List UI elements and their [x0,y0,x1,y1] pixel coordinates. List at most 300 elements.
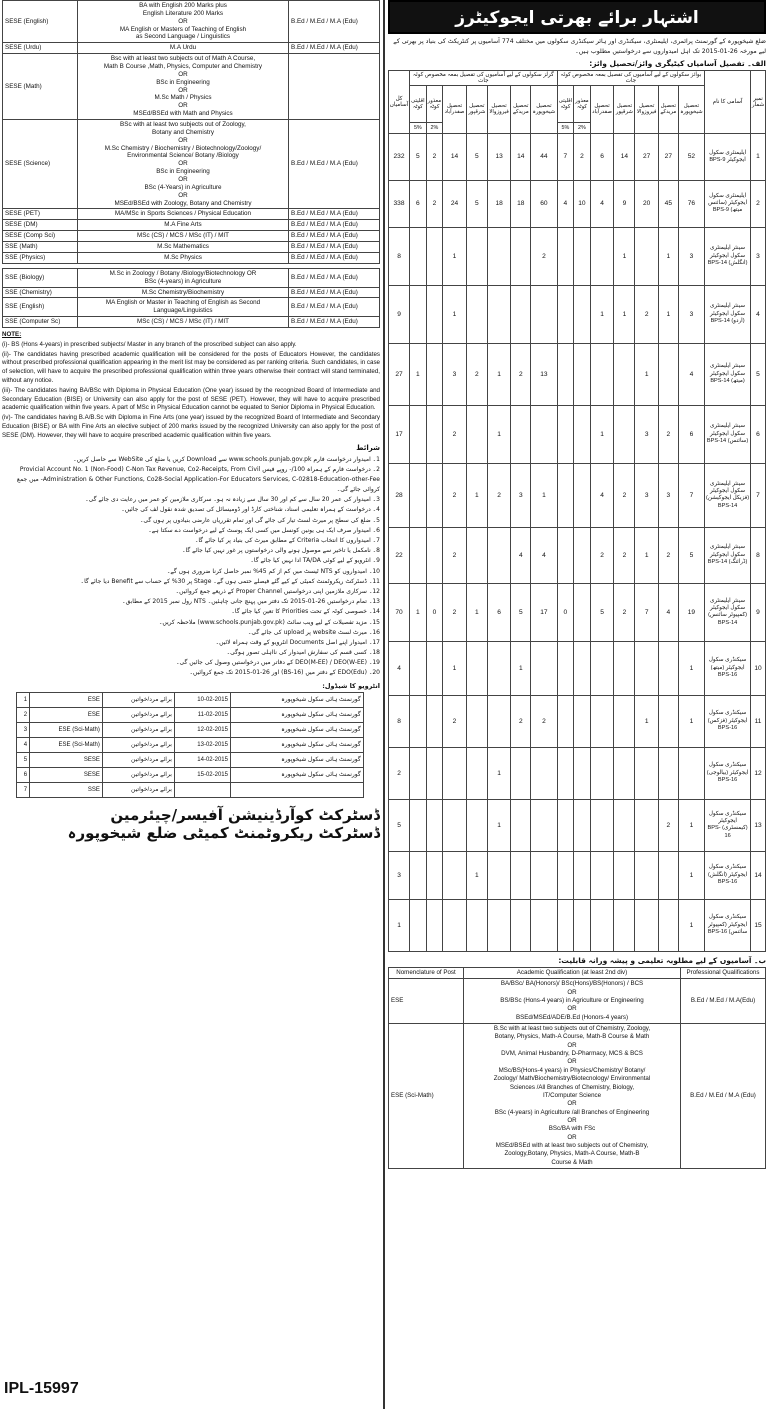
tehsil-header: معذور کوٹہ [426,85,443,122]
girls-count [466,527,487,583]
total-count: 8 [389,695,410,747]
row-number: 12 [751,747,766,799]
boys-count: 1 [658,285,678,343]
qualification-cell: B.Sc with at least two subjects out of Chemistry, Zoology, Botany, Physics, Math-A Course, Math-B Course & Math OR DVM, Animal Husbandry, D-Pharmacy, MCS & BCS OR MSc/BS(Hons-4 years) in Physics/Chemistry/ Botany/ Zoology/ Math/Biochemistry/Biotecnology/ Environmental Sciences /All Branches of Chemistry, Biology, IT/Computer Science OR BSc (4-years) in Agriculture /all Branches of Engineering OR BSc/BA with FSc OR MSEd/BSEd with at least two subjects out of Chemistry, Zoology,Botany, Physics, Math-A Course, Math-B Course & Math [464,1024,681,1169]
condition-item: 4۔ درخواست کے ہمراہ تعلیمی اسناد، شناختی کارڈ اور ڈومیسائل کی تصدیق شدہ نقول لف کی جائیں۔ [121,506,380,514]
professional-qualification-cell: B.Ed / M.Ed / M.A (Edu) [289,209,380,220]
post-name: سیکنڈری سکول ایجوکیٹر (میتھ) BPS-16 [705,641,751,695]
note-item: (iv)- The candidates having B.A/B.Sc with Diploma in Fine Arts (one year) issued by the recognized Board of Intermediate and Secondary Education (BISE) or BA with Fine Arts an elective subject of 200 marks issued by the recognized University can also apply for the post of SESE (DM). However, they will have to acquire prescribed academic qualification within five years. [2,414,380,439]
boys-count [590,227,614,285]
total-count: 2 [389,747,410,799]
schedule-post: SSE [30,782,103,797]
boys-count [614,747,635,799]
qualification-cell: BA/BSc/ BA(Honors)/ BSc(Hons)/BS(Honors) / BCS OR BS/BSc (Hons-4 years) in Agriculture or Engineering OR BSEd/MSEd/ADE/B.Ed (Honors-4 years) [464,979,681,1024]
boys-quota [557,227,574,285]
boys-count: 1 [635,527,658,583]
girls-quota [426,343,443,405]
schedule-for: برائے مرد/خواتین [102,782,174,797]
schedule-row [17,722,364,737]
vacancy-row [389,405,766,463]
number-header: نمبر شمار [751,70,766,133]
girls-count [487,527,510,583]
girls-count [487,641,510,695]
boys-quota [574,583,591,641]
girls-quota: 0 [426,583,443,641]
boys-quota: 7 [557,133,574,180]
qualification-cell: Bsc with at least two subjects out of Math A Course, Math B Course ,Math, Physics, Computer and Chemistry OR BSc in Engineering OR M.Sc Math / Physics OR MSEd/BSEd with Math and Physics [78,54,289,120]
girls-quota [426,695,443,747]
girls-count [466,799,487,851]
conditions-heading: شرائط [356,443,380,452]
girls-quota [410,227,427,285]
vacancy-row [389,133,766,180]
boys-count [590,899,614,951]
qualification-cell: MSc (CS) / MCS / MSc (IT) / MIT [78,231,289,242]
vacancy-row [389,343,766,405]
boys-count [614,695,635,747]
qualification-cell: MA/MSc in Sports Sciences / Physical Education [78,209,289,220]
girls-count [511,405,531,463]
total-count: 28 [389,463,410,527]
qualification-cell: M.Sc Chemistry/Biochemistry [78,287,289,298]
boys-count [658,851,678,899]
schedule-date: 14-02-2015 [174,752,230,767]
schedule-venue: گورنمنٹ ہائی سکول شیخوپورہ [230,767,363,782]
girls-quota [426,747,443,799]
post-name-cell: SSE (Math) [3,242,78,253]
girls-count: 1 [466,463,487,527]
row-number: 1 [751,133,766,180]
girls-count [511,747,531,799]
girls-count [511,899,531,951]
boys-count: 19 [678,583,704,641]
boys-count [635,641,658,695]
boys-count: 14 [614,133,635,180]
girls-count: 1 [443,227,467,285]
boys-count: 2 [658,527,678,583]
boys-count: 3 [635,405,658,463]
right-column [388,0,766,1169]
table-row [389,1024,766,1169]
boys-quota [574,405,591,463]
girls-count [466,285,487,343]
post-name: سیکنڈری سکول ایجوکیٹر (فزکس) BPS-16 [705,695,751,747]
schedule-row [17,782,364,797]
girls-count: 1 [487,747,510,799]
girls-count: 2 [443,695,467,747]
condition-item: 12۔ سرکاری ملازمین اپنی درخواستیں Proper Channel کے ذریعے جمع کروائیں۔ [175,587,380,595]
girls-count [511,799,531,851]
girls-quota [426,285,443,343]
boys-count [614,799,635,851]
boys-count: 1 [678,851,704,899]
row-number: 2 [751,180,766,227]
tehsil-header: تحصیل شرقپور [466,85,487,133]
boys-quota [557,641,574,695]
tehsil-header: تحصیل مریدکے [658,85,678,133]
header-row [389,967,766,978]
schedule-post: ESE (Sci-Math) [30,722,103,737]
girls-count [466,227,487,285]
boys-count [614,851,635,899]
professional-qualification-cell: B.Ed / M.Ed / M.A (Edu) [289,242,380,253]
condition-item: 13۔ تمام درخواستیں 26-01-2015 تک دفتر میں پہنچ جانی چاہئیں۔ NTS رول نمبر 2015 کے مطابق۔ [122,598,380,606]
boys-count [614,343,635,405]
schedule-post: ESE [30,692,103,707]
signature-line: ڈسٹرکٹ کوآرڈینیشن آفیسر/چیئرمین [110,805,380,824]
boys-quota [557,343,574,405]
boys-count [678,747,704,799]
boys-quota [574,343,591,405]
professional-qualification-cell: B.Ed / M.Ed / M.A (Edu) [289,231,380,242]
schedule-for: برائے مرد/خواتین [102,722,174,737]
vacancy-row [389,180,766,227]
qualification-table [2,0,380,264]
boys-count [635,851,658,899]
girls-count: 1 [466,851,487,899]
post-name-cell: SESE (Urdu) [3,43,78,54]
girls-count: 2 [487,463,510,527]
total-count: 232 [389,133,410,180]
schedule-date [174,782,230,797]
quota-percent: 2% [426,122,443,133]
post-name: سینئر ایلیمنٹری سکول ایجوکیٹر (اردو) BPS-14 [705,285,751,343]
vacancy-row [389,899,766,951]
post-name: سینئر ایلیمنٹری سکول ایجوکیٹر (سائنس) BPS-14 [705,405,751,463]
schedule-post: ESE [30,707,103,722]
boys-count: 27 [635,133,658,180]
total-count: 5 [389,799,410,851]
girls-count: 5 [466,133,487,180]
vacancy-row [389,695,766,747]
row-number: 15 [751,899,766,951]
boys-count: 3 [658,463,678,527]
vacancy-row [389,527,766,583]
post-name-cell: SESE (PET) [3,209,78,220]
qualification-cell: BA with English 200 Marks plus English Literature 200 Marks OR MA English or Masters of Teaching of English as Second Language / Linguistics [78,1,289,43]
table-row [3,242,380,253]
schedule-venue: گورنمنٹ ہائی سکول شیخوپورہ [230,737,363,752]
boys-count [614,899,635,951]
tehsil-header: تحصیل مریدکے [511,85,531,133]
post-name: سیکنڈری سکول ایجوکیٹر (انگلش) BPS-16 [705,851,751,899]
boys-count: 4 [590,180,614,227]
tehsil-header: تحصیل شیخوپورہ [531,85,557,133]
girls-quota [410,463,427,527]
schedule-date: 15-02-2015 [174,767,230,782]
boys-count: 4 [590,463,614,527]
schedule-venue [230,782,363,797]
boys-count [635,799,658,851]
condition-item: 14۔ خصوصی کوٹہ کے تحت Priorities کا تعین کیا جائے گا۔ [231,608,380,616]
professional-qualification-cell: B.Ed / M.Ed / M.A (Edu) [289,220,380,231]
boys-count [590,343,614,405]
girls-count: 13 [487,133,510,180]
note-item: (iii)- The candidates having BA/BSc with Diploma in Physical Education (One year) issued by the recognized Board of Intermediate and Secondary Education (BISE) or University can also apply for the post of SESE (PET). However, they will have to acquire prescribed academic qualification within five years. A part of MSc in Physical Education cannot be equated to Senior Diploma in Physical Education. [2,386,380,412]
section-a-heading: الف۔ تفصیل آسامیاں کیٹیگری وائز/تحصیل وائز: [589,58,766,68]
boys-count: 1 [590,405,614,463]
girls-count [466,405,487,463]
table-row [3,43,380,54]
condition-item: 16۔ میرٹ لسٹ website پر upload کی جائے گی۔ [247,628,380,636]
column-header: Professional Qualifications [681,967,766,978]
girls-count: 1 [466,583,487,641]
post-name: سینئر ایلیمنٹری سکول ایجوکیٹر (میتھ) BPS-14 [705,343,751,405]
total-count: 338 [389,180,410,227]
girls-count: 17 [531,583,557,641]
boys-quota [574,747,591,799]
boys-count: 5 [678,527,704,583]
row-number: 13 [751,799,766,851]
boys-count: 1 [635,695,658,747]
total-count: 70 [389,583,410,641]
vacancy-row [389,799,766,851]
boys-count: 2 [658,405,678,463]
advertisement-banner: اشتہار برائے بھرتی ایجوکیٹرز [388,0,766,34]
girls-quota: 1 [410,343,427,405]
post-name-cell: SSE (Computer Sc) [3,317,78,328]
boys-quota [574,227,591,285]
boys-quota [574,463,591,527]
girls-count [487,851,510,899]
girls-count: 1 [443,641,467,695]
boys-count: 52 [678,133,704,180]
condition-item: 17۔ امیدوار اپنے اصل Documents انٹرویو کے وقت ہمراہ لائیں۔ [215,638,380,646]
boys-quota: 4 [557,180,574,227]
girls-quota [410,641,427,695]
boys-count: 3 [635,463,658,527]
girls-count: 1 [487,405,510,463]
girls-count [443,799,467,851]
schedule-number: 7 [17,782,30,797]
table-row [3,317,380,328]
vacancy-row [389,747,766,799]
post-header: آسامی کا نام [705,70,751,133]
girls-header: گرلز سکولوں کے لیے آسامیوں کی تفصیل بمعہ مخصوص کوٹہ جات [410,70,558,85]
table-row [3,54,380,120]
boys-count [635,227,658,285]
boys-count: 1 [590,285,614,343]
boys-count: 5 [590,583,614,641]
boys-count: 6 [590,133,614,180]
boys-count: 7 [635,583,658,641]
total-count: 8 [389,227,410,285]
vacancy-table [388,70,766,952]
girls-count: 60 [531,180,557,227]
girls-count [531,899,557,951]
post-name-cell: SSE (Chemistry) [3,287,78,298]
schedule-venue: گورنمنٹ ہائی سکول شیخوپورہ [230,692,363,707]
girls-count: 1 [487,799,510,851]
schedule-number: 4 [17,737,30,752]
row-number: 7 [751,463,766,527]
vacancy-row [389,227,766,285]
boys-count [658,899,678,951]
condition-item: 11۔ ڈسٹرکٹ ریکروٹمنٹ کمیٹی کے کیے گئے فیصلے حتمی ہوں گے۔ Stage پر 30% کے حساب سے Benefit دیا جائے گا۔ [80,577,380,585]
boys-count [658,641,678,695]
condition-item: 2۔ درخواست فارم کے ہمراہ 100/- روپے فیس Provicial Account No. 1 (Non-Food) C-Non Tax Revenue, Co2-Receipts, From Civil Administration & Other Functions, Co28-Social Application-For Educators Services, C-02818-Education-other-Fee- میں جمع کروائی جائے گی۔ [16,465,380,494]
boys-count: 3 [678,285,704,343]
boys-count: 2 [635,285,658,343]
girls-quota [410,799,427,851]
table-row [3,209,380,220]
section-b-heading: ب۔ آسامیوں کے لیے مطلوبہ تعلیمی و پیشہ ورانہ قابلیت: [558,955,766,965]
girls-count: 14 [443,133,467,180]
educator-qualification-table [388,967,766,1169]
row-number: 11 [751,695,766,747]
qualification-cell: MA English or Master in Teaching of English as Second Language/Linguistics [78,298,289,317]
girls-count: 2 [443,463,467,527]
girls-count: 2 [443,527,467,583]
girls-quota: 5 [410,133,427,180]
girls-count: 2 [511,695,531,747]
girls-count [531,405,557,463]
vacancy-row [389,641,766,695]
tehsil-header: اقلیتی کوٹہ [557,85,574,122]
girls-count: 44 [531,133,557,180]
qualification-cell: M.A Urdu [78,43,289,54]
girls-count [531,799,557,851]
boys-count [658,747,678,799]
notes-heading: NOTE: [2,330,22,338]
schedule-for: برائے مرد/خواتین [102,707,174,722]
boys-count: 4 [658,583,678,641]
girls-count [466,747,487,799]
boys-count [590,799,614,851]
boys-count [614,641,635,695]
boys-count [590,747,614,799]
post-name-cell: SESE (Science) [3,120,78,209]
girls-quota [410,405,427,463]
schedule-heading: انٹرویو کا شیڈول: [322,681,380,690]
qualification-table-sse [2,268,380,328]
qualification-cell: M.Sc Physics [78,252,289,263]
boys-quota [557,799,574,851]
post-name-cell: SESE (DM) [3,220,78,231]
schedule-date: 10-02-2015 [174,692,230,707]
vacancy-row [389,583,766,641]
boys-quota [557,405,574,463]
row-number: 10 [751,641,766,695]
boys-quota [557,527,574,583]
post-name-cell: SESE (Math) [3,54,78,120]
girls-count: 4 [531,527,557,583]
row-number: 14 [751,851,766,899]
condition-item: 19۔ DEO(M-EE) / DEO(W-EE) کے دفاتر میں درخواستیں وصول کی جائیں گی۔ [175,659,380,667]
table-row [3,1,380,43]
boys-count: 1 [614,285,635,343]
boys-quota [574,899,591,951]
girls-count: 5 [511,583,531,641]
girls-quota: 2 [426,180,443,227]
professional-qualification-cell: B.Ed / M.Ed / M.A (Edu) [289,287,380,298]
boys-count [590,851,614,899]
girls-count: 2 [511,343,531,405]
tehsil-header: اقلیتی کوٹہ [410,85,427,122]
quota-percent: 5% [410,122,427,133]
girls-count [511,227,531,285]
boys-count: 2 [614,527,635,583]
post-name: سیکنڈری سکول ایجوکیٹر (کیمسٹری) BPS-16 [705,799,751,851]
interview-schedule-table [16,692,364,798]
girls-quota: 6 [410,180,427,227]
girls-quota [426,463,443,527]
table-row [3,287,380,298]
girls-count [511,285,531,343]
girls-quota [426,899,443,951]
tehsil-header: تحصیل شرقپور [614,85,635,133]
signature-line: ڈسٹرکٹ ریکروٹمنٹ کمیٹی ضلع شیخوپورہ [67,823,380,842]
schedule-row [17,737,364,752]
girls-count [487,285,510,343]
row-number: 6 [751,405,766,463]
girls-count [466,695,487,747]
total-header: کل آسامیاں [389,70,410,133]
condition-item: 5۔ ضلع کی سطح پر میرٹ لسٹ تیار کی جائے گی اور تمام تقرریاں عارضی بنیادوں پر ہوں گی۔ [139,516,380,524]
column-header: Nomenclature of Post [389,967,464,978]
condition-item: 1۔ امیدوار درخواست فارم www.schools.punjab.gov.pk سے Download کریں یا ضلع کی WebSite سے حاصل کریں۔ [73,455,380,463]
boys-count: 2 [590,527,614,583]
total-count: 22 [389,527,410,583]
condition-item: 18۔ کسی قسم کی سفارش امیدوار کی نااہلی تصور ہوگی۔ [226,649,380,657]
notes-section [2,331,380,441]
row-number: 3 [751,227,766,285]
schedule-row [17,767,364,782]
girls-count: 24 [443,180,467,227]
girls-count: 2 [531,227,557,285]
schedule-venue: گورنمنٹ ہائی سکول شیخوپورہ [230,707,363,722]
post-name: سینئر ایلیمنٹری سکول ایجوکیٹر (انگلش) BPS-14 [705,227,751,285]
girls-count: 3 [511,463,531,527]
post-name: ایلیمنٹری سکول ایجوکیٹر (سائنس میتھ) BPS-9 [705,180,751,227]
professional-qualification-cell [289,54,380,120]
boys-quota [574,285,591,343]
qualification-cell: M.A Fine Arts [78,220,289,231]
boys-count [635,899,658,951]
girls-count: 4 [511,527,531,583]
boys-count: 45 [658,180,678,227]
girls-count [443,899,467,951]
boys-quota [557,851,574,899]
boys-count: 1 [678,695,704,747]
vacancy-row [389,851,766,899]
girls-count: 13 [531,343,557,405]
boys-count: 3 [678,227,704,285]
boys-count [590,641,614,695]
condition-item: 9۔ انٹرویو کے لیے کوئی TA/DA ادا نہیں کیا جائے گا۔ [250,557,380,565]
girls-quota [410,747,427,799]
total-count: 17 [389,405,410,463]
schedule-for: برائے مرد/خواتین [102,752,174,767]
girls-quota: 2 [426,133,443,180]
schedule-venue: گورنمنٹ ہائی سکول شیخوپورہ [230,722,363,737]
boys-count: 1 [614,227,635,285]
condition-item: 8۔ نامکمل یا تاخیر سے موصول ہونے والی درخواستوں پر غور نہیں کیا جائے گا۔ [182,547,380,555]
girls-count: 18 [487,180,510,227]
table-row [3,231,380,242]
schedule-venue: گورنمنٹ ہائی سکول شیخوپورہ [230,752,363,767]
tehsil-header: معذور کوٹہ [574,85,591,122]
qualification-cell: MSc (CS) / MCS / MSc (IT) / MIT [78,317,289,328]
schedule-post: SESE [30,767,103,782]
tehsil-header: تحصیل صفدرآباد [590,85,614,133]
schedule-for: برائے مرد/خواتین [102,737,174,752]
table-row [389,979,766,1024]
row-number: 8 [751,527,766,583]
professional-qualification-cell: B.Ed / M.Ed / M.A (Edu) [289,43,380,54]
schedule-number: 6 [17,767,30,782]
girls-quota [426,405,443,463]
